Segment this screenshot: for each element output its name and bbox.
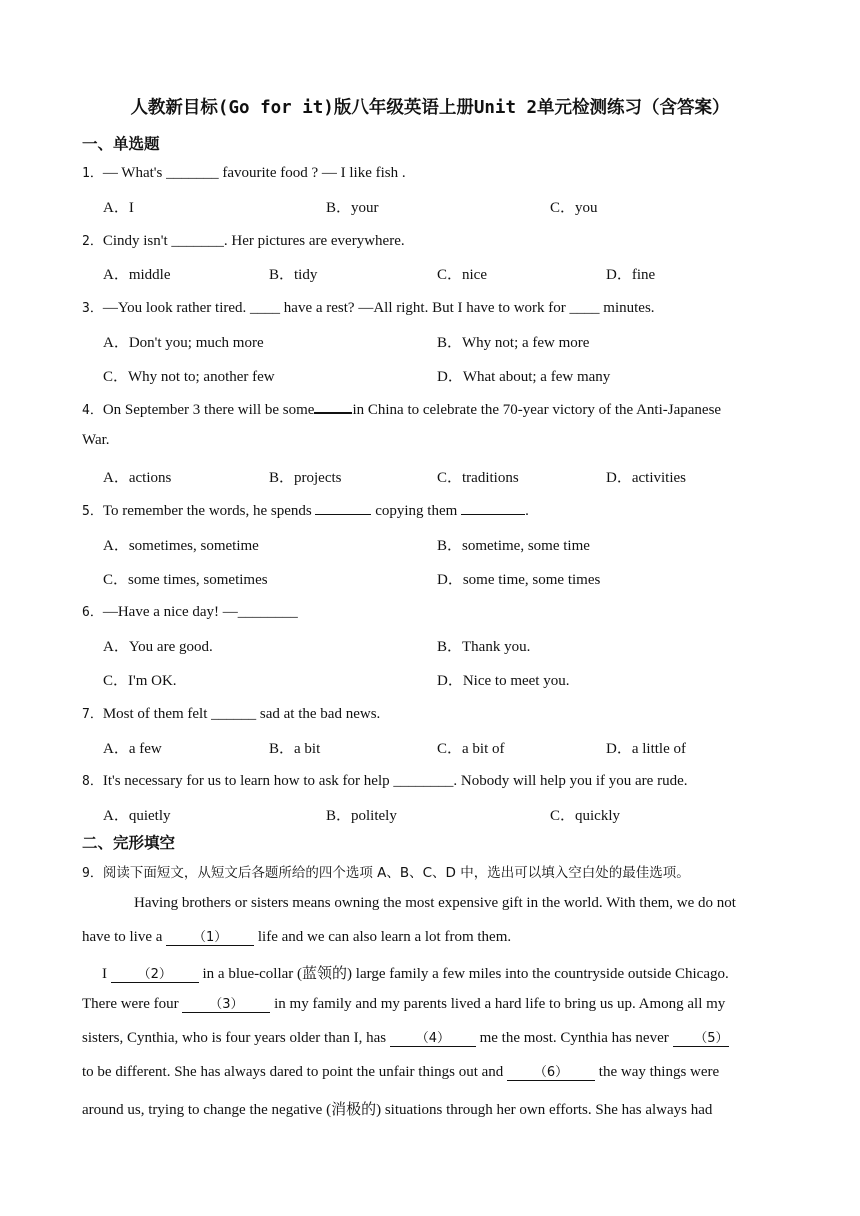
question-8 <box>82 770 687 790</box>
blank-2: （2） <box>111 967 199 983</box>
option-d: D．activities <box>606 470 686 486</box>
blank-1: （1） <box>166 930 254 946</box>
question-text: It's necessary for us to learn how to ask for help ________. Nobody will help you if you are rude. <box>102 773 688 789</box>
option-b: B．Why not; a few more <box>437 335 590 351</box>
option-a: A．quietly <box>103 808 171 824</box>
question-number: 7． <box>82 707 103 722</box>
passage-text: life and we can also learn a lot from them. <box>254 929 512 945</box>
passage-text: in a blue-collar (蓝领的) large family a few miles into the countryside outside Chicago. <box>198 966 729 982</box>
question-number: 3． <box>82 301 103 316</box>
question-text: To remember the words, he spends <box>102 503 316 519</box>
passage-text: There were four <box>82 996 183 1012</box>
answer-blank <box>461 514 525 515</box>
question-text: . <box>525 503 529 519</box>
option-c: C．some times, sometimes <box>103 572 268 588</box>
option-d: D．a little of <box>606 741 686 757</box>
question-number: 5． <box>82 504 103 519</box>
question-4-cont: War. <box>82 432 110 448</box>
passage-line <box>82 1030 780 1047</box>
question-3 <box>82 297 655 317</box>
passage-line: Having brothers or sisters means owning the most expensive gift in the world. With them, we do not <box>134 895 736 911</box>
option-a: A．sometimes, sometime <box>103 538 259 554</box>
question-number: 1． <box>82 166 103 181</box>
question-9 <box>82 861 690 882</box>
question-number: 2． <box>82 234 103 249</box>
question-7 <box>82 703 380 723</box>
option-d: D．What about; a few many <box>437 369 611 385</box>
option-c: C．quickly <box>550 808 620 824</box>
question-1 <box>82 162 406 182</box>
option-a: A．actions <box>103 470 172 486</box>
option-b: B．tidy <box>269 267 318 283</box>
option-b: B．projects <box>269 470 342 486</box>
blank-6: （6） <box>507 1065 595 1081</box>
question-text: in China to celebrate the 70-year victory of the Anti-Japanese <box>352 402 722 418</box>
question-text: Cindy isn't _______. Her pictures are everywhere. <box>102 233 405 249</box>
blank-3: （3） <box>182 997 270 1013</box>
answer-blank <box>315 514 371 515</box>
question-number: 9． <box>82 866 103 881</box>
question-text: —You look rather tired. ____ have a rest? —All right. But I have to work for ____ minutes. <box>102 300 655 316</box>
option-d: D．some time, some times <box>437 572 601 588</box>
option-c: C．nice <box>437 267 487 283</box>
question-text: On September 3 there will be some <box>102 402 315 418</box>
passage-text: sisters, Cynthia, who is four years older than I, has <box>82 1030 390 1046</box>
option-b: B．a bit <box>269 741 321 757</box>
passage-text: I <box>102 966 111 982</box>
option-c: C．Why not to; another few <box>103 369 275 385</box>
option-d: D．Nice to meet you. <box>437 673 570 689</box>
passage-line: around us, trying to change the negative (消极的) situations through her own efforts. She has always had <box>82 1102 713 1118</box>
passage-text: the way things were <box>595 1064 720 1080</box>
passage-line <box>82 996 780 1013</box>
question-text: — What's _______ favourite food ? — I like fish . <box>102 165 406 181</box>
option-a: A．I <box>103 200 134 216</box>
question-5 <box>82 500 529 520</box>
question-number: 4． <box>82 403 103 418</box>
answer-blank <box>314 412 352 414</box>
option-c: C．I'm OK. <box>103 673 177 689</box>
option-b: B．your <box>326 200 379 216</box>
passage-text: have to live a <box>82 929 167 945</box>
question-instruction: 阅读下面短文，从短文后各题所给的四个选项 A、B、C、D 中，选出可以填入空白处的最佳选项。 <box>102 865 690 881</box>
option-c: C．a bit of <box>437 741 505 757</box>
option-c: C．you <box>550 200 598 216</box>
question-number: 8． <box>82 774 103 789</box>
page-title: 人教新目标(Go for it)版八年级英语上册Unit 2单元检测练习（含答案） <box>130 98 730 118</box>
question-text: copying them <box>371 503 462 519</box>
section-heading-cloze: 二、完形填空 <box>82 834 176 852</box>
passage-line <box>82 929 780 946</box>
passage-text: in my family and my parents lived a hard life to bring us up. Among all my <box>270 996 726 1012</box>
passage-line <box>82 962 800 983</box>
question-2 <box>82 230 405 250</box>
option-b: B．Thank you. <box>437 639 531 655</box>
blank-4: （4） <box>390 1031 476 1047</box>
question-text: —Have a nice day! —________ <box>102 604 298 620</box>
question-6 <box>82 601 298 621</box>
option-a: A．a few <box>103 741 162 757</box>
section-heading-single-choice: 一、单选题 <box>82 135 160 153</box>
passage-text: me the most. Cynthia has never <box>475 1030 673 1046</box>
option-c: C．traditions <box>437 470 519 486</box>
option-b: B．sometime, some time <box>437 538 590 554</box>
question-number: 6． <box>82 605 103 620</box>
question-text: Most of them felt ______ sad at the bad news. <box>102 706 381 722</box>
option-a: A．middle <box>103 267 171 283</box>
question-4 <box>82 399 721 419</box>
option-a: A．Don't you; much more <box>103 335 264 351</box>
option-d: D．fine <box>606 267 656 283</box>
passage-line <box>82 1064 780 1081</box>
option-b: B．politely <box>326 808 397 824</box>
option-a: A．You are good. <box>103 639 213 655</box>
blank-5: （5） <box>673 1031 729 1047</box>
passage-text: to be different. She has always dared to point the unfair things out and <box>82 1064 508 1080</box>
